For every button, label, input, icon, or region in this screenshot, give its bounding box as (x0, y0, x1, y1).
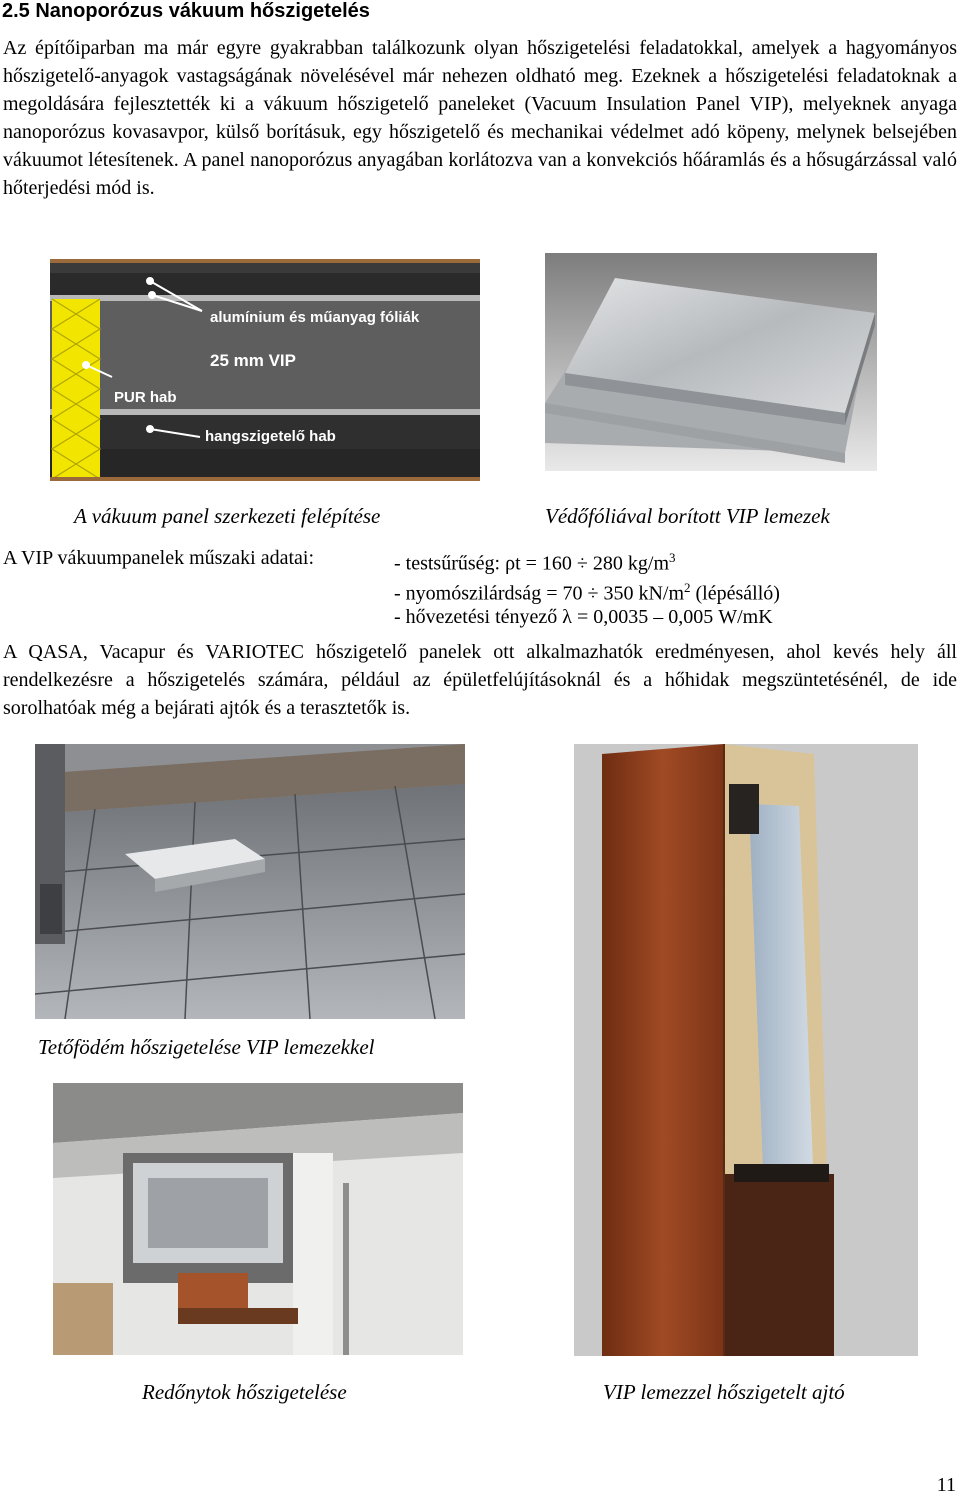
label-vip: 25 mm VIP (210, 351, 296, 370)
caption-roof: Tetőfödém hőszigetelése VIP lemezekkel (38, 1035, 375, 1059)
caption-structure: A vákuum panel szerkezeti felépítése (74, 504, 381, 528)
section-title: 2.5 Nanoporózus vákuum hőszigetelés (2, 0, 370, 22)
spec-strength: - nyomószilárdság = 70 ÷ 350 $kN/m^2$ (lépésálló) (394, 580, 780, 605)
intro-paragraph: Az építőiparban ma már egyre gyakrabban találkozunk olyan hőszigetelési feladatokkal, amelyek a hagyományos hőszigetelő-anyagok vastagságának növelésével már nehezen oldható meg. Ezeknek a hőszigetelési feladatoknak a megoldására fejlesztették ki a vákuum hőszigetelő paneleket (Vacuum Insulation Panel VIP), melyeknek anyaga nanoporózus kovasavpor, külső borításuk, egy hőszigetelő és mechanikai védelmet adó köpeny, melynek belsejében vákuumot létesítenek. A panel nanoporózus anyagában korlátozva van a konvekciós hőáramlás és a hősugárzással való hőterjedési mód is. (3, 37, 957, 199)
roof-insulation-photo (35, 744, 465, 1019)
vip-structure-diagram (50, 259, 480, 481)
page-number: 11 (936, 1474, 956, 1496)
spec-conductivity: - hővezetési tényező λ = 0,0035 – 0,005 W/mK (394, 606, 773, 628)
shutter-box-photo (53, 1083, 463, 1355)
label-foil: alumínium és műanyag fóliák (210, 309, 420, 326)
caption-door: VIP lemezzel hőszigetelt ajtó (603, 1380, 845, 1404)
vip-door-photo (574, 744, 918, 1356)
label-sound: hangszigetelő hab (205, 428, 336, 445)
caption-foil-panels: Védőfóliával borított VIP lemezek (545, 504, 830, 528)
caption-shutter: Redőnytok hőszigetelése (142, 1380, 347, 1404)
specs-intro: A VIP vákuumpanelek műszaki adatai: (3, 547, 315, 569)
label-pur: PUR hab (114, 389, 177, 406)
vip-foil-panels-photo (545, 253, 877, 471)
application-paragraph: A QASA, Vacapur és VARIOTEC hőszigetelő panelek ott alkalmazhatók eredményesen, ahol kevés hely áll rendelkezésre a hőszigetelés számára, például az épületfelújításoknál és a hőhidak megszüntetésénél, de ide sorolhatóak még a bejárati ajtók és a terasztetők is. (3, 641, 957, 719)
spec-density: - testsűrűség: ρt = 160 ÷ 280 $kg/m^3$ (394, 550, 676, 575)
